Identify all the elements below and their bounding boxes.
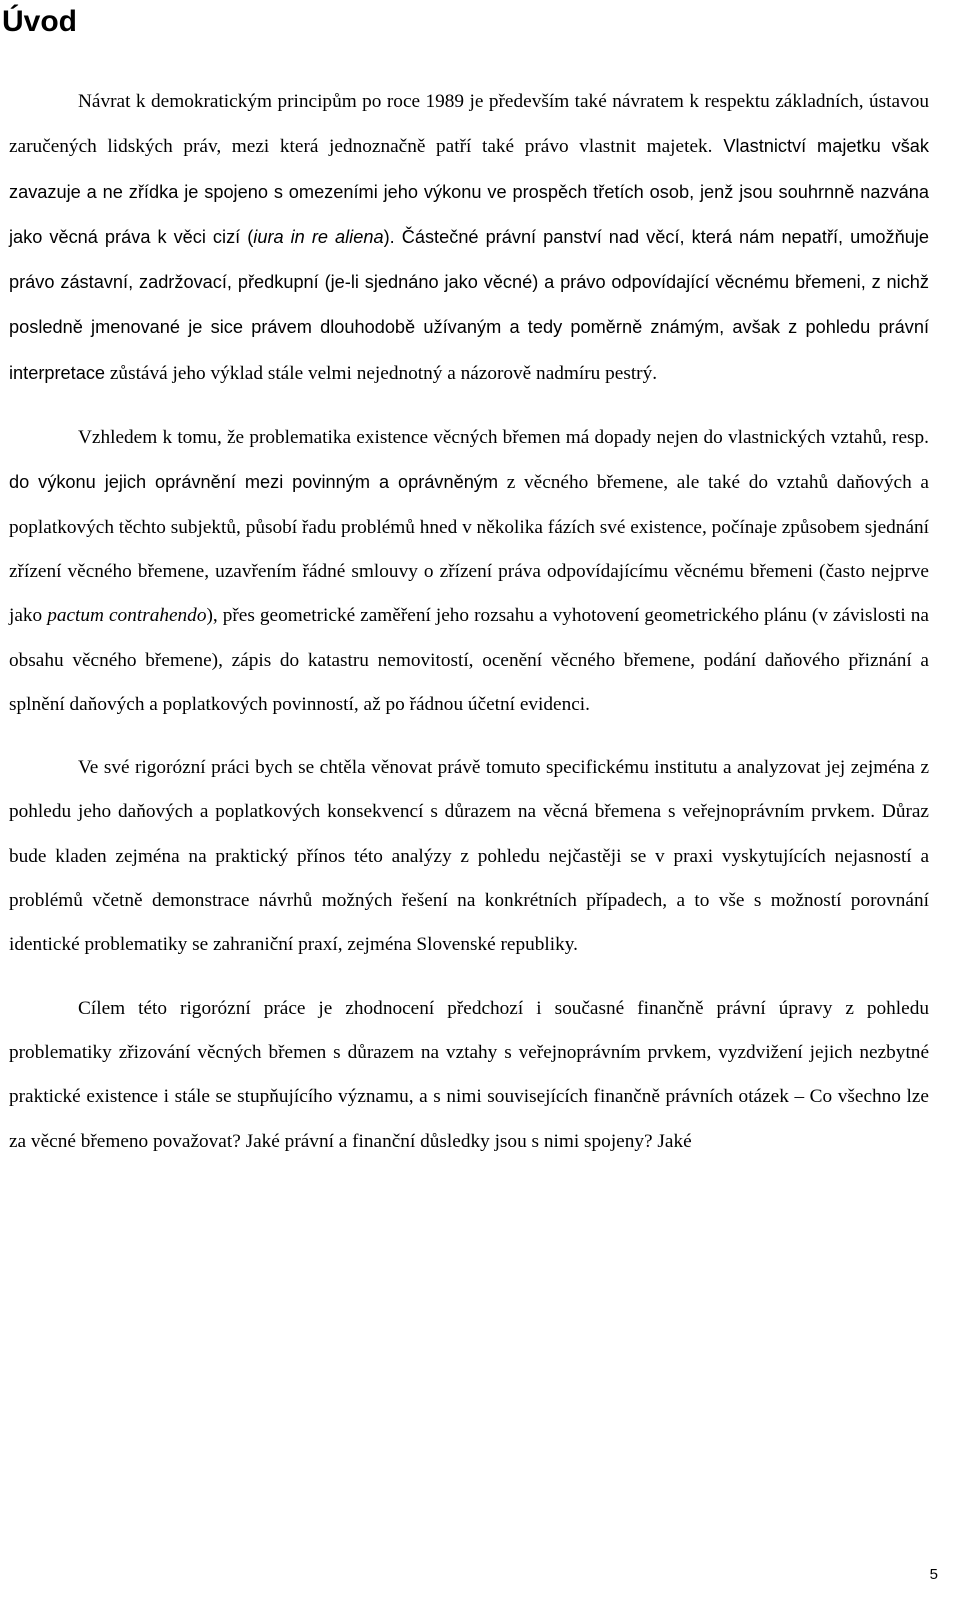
page-title: Úvod <box>2 5 77 38</box>
text-segment: ). <box>383 226 395 247</box>
text-segment: Cílem této rigorózní práce je zhodnocení předchozí i současné finančně právní úpravy z pohledu problematiky zřizování věcných břemen s důrazem na vztahy s veřejnoprávním prvkem, vyzdvižení jejich nezbytné praktické existence i stále se stupňujícího významu, a s nimi souvisejících finančně právních otázek – Co všechno lze za věcné břemeno považovat? Jaké právní a finanční důsledky jsou s nimi spojeny? Jaké <box>9 997 929 1152</box>
text-segment: z věcného břemene, ale také do vztahů daňových a poplatkových těchto subjektů, působí řadu problémů hned v několika fázích své existence, počínaje způsobem sjednání zřízení věcného břemene, uzavřením řádné smlouvy o zřízení práva odpovídajícímu věcnému břemeni (často nejprve jako <box>9 472 929 627</box>
text-segment: ), přes geometrické zaměření jeho rozsahu a vyhotovení geometrického plánu (v závislosti na obsahu věcného břemene), zápis do katastru nemovitostí, ocenění věcného břemene, podání daňového přiznání a splnění daňových a poplatkových povinností, až po řádnou účetní evidenci. <box>9 605 929 715</box>
paragraph <box>9 80 929 396</box>
latin-term: pactum contrahendo <box>47 605 207 627</box>
text-segment: Částečné právní panství nad věcí, která nám nepatří, umožňuje právo zástavní, zadržovací, předkupní (je-li sjednáno jako věcné) a právo odpovídající věcnému břemeni, z nichž posledně jmenované je sice právem dlouhodobě užívaným a tedy poměrně známým, avšak z pohledu právní interpretace <box>9 226 929 383</box>
text-segment: Důraz bude kladen zejména na praktický přínos této analýzy z pohledu nejčastěji se v praxi vyskytujících nejasností a problémů včetně demonstrace návrhů možných řešení na konkrétních případech, a to vše s možností porovnání identické problematiky se zahraniční praxí, zejména Slovenské republiky. <box>9 801 929 956</box>
text-segment: Ve své rigorózní práci bych se chtěla věnovat právě tomuto specifickému institutu a analyzovat jej zejména z pohledu jeho daňových a poplatkových konsekvencí s důrazem na věcná břemena s veřejnoprávním prvkem. <box>9 757 929 823</box>
text-segment: Návrat k demokratickým principům po roce 1989 je především také návratem k respektu základních, ústavou zaručených lidských práv, mezi která jednoznačně patří také právo vlastnit majetek. <box>9 91 929 158</box>
page-number: 5 <box>929 1566 938 1583</box>
text-segment: zůstává jeho výklad stále velmi nejednotný a názorově nadmíru pestrý. <box>105 362 658 384</box>
text-segment: Vzhledem k tomu, že problematika existence věcných břemen má dopady nejen do vlastnických vztahů, resp. <box>78 427 929 449</box>
paragraph <box>9 746 929 967</box>
document-body <box>9 80 929 1164</box>
text-segment: Vlastnictví majetku však zavazuje a ne zřídka je spojeno s omezeními jeho výkonu ve prospěch třetích osob, jenž jsou souhrnně nazvána jako věcná práva k věci cizí ( <box>9 136 929 247</box>
text-segment: do výkonu jejich oprávnění mezi povinným a oprávněným <box>9 472 499 493</box>
paragraph <box>9 415 929 727</box>
paragraph <box>9 987 929 1164</box>
latin-term: iura in re aliena <box>253 226 384 247</box>
